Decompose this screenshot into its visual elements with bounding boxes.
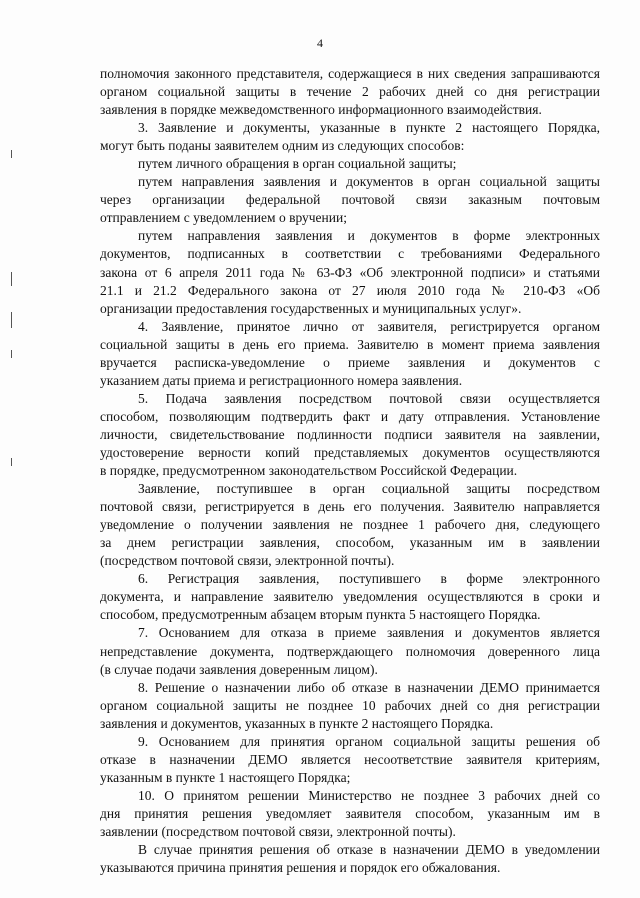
text-line: заявления и документов, указанных в пункте 2 настоящего Порядка. — [100, 715, 494, 731]
text-line: органом социальной защиты в течение 2 рабочих дней со дня регистрации — [100, 84, 600, 100]
text-line: дня принятия решения уведомляет заявителя способом, указанным им в — [100, 805, 600, 821]
margin-mark — [11, 272, 12, 286]
text-line: В случае принятия решения об отказе в назначении ДЕМО в уведомлении — [138, 842, 600, 858]
margin-mark — [11, 312, 12, 328]
text-line: 5. Подача заявления посредством почтовой связи осуществляется — [138, 390, 600, 406]
text-line: способом, позволяющим подтвердить факт и дату отправления. Установление — [100, 408, 600, 424]
text-line: удостоверение верности копий представляемых документов осуществляются — [100, 444, 600, 460]
text-line: 8. Решение о назначении либо об отказе в назначении ДЕМО принимается — [138, 679, 600, 695]
text-line: могут быть поданы заявителем одним из следующих способов: — [100, 138, 465, 154]
margin-mark — [11, 458, 12, 466]
text-line: 6. Регистрация заявления, поступившего в форме электронного — [138, 571, 600, 587]
text-line: указанным в пункте 1 настоящего Порядка; — [100, 769, 351, 785]
text-line: (в случае подачи заявления доверенным лицом). — [100, 661, 378, 677]
text-line: непредставление документа, подтверждающего полномочия доверенного лица — [100, 643, 600, 659]
text-line: заявлении (посредством почтовой связи, электронной почты). — [100, 823, 456, 839]
text-line: путем направления заявления и документов в форме электронных — [138, 228, 600, 244]
text-line: указываются причина принятия решения и порядок его обжалования. — [100, 860, 501, 876]
text-line: органом социальной защиты не позднее 10 рабочих дней со дня регистрации — [100, 697, 600, 713]
document-body — [100, 65, 600, 877]
text-line: организации предоставления государственных и муниципальных услуг». — [100, 300, 522, 316]
text-line: Заявление, поступившее в орган социальной защиты посредством — [138, 481, 600, 497]
text-line: через организации федеральной почтовой связи заказным почтовым — [100, 192, 600, 208]
margin-mark — [11, 350, 12, 358]
text-line: в порядке, предусмотренном законодательством Российской Федерации. — [100, 463, 518, 479]
text-line: отказе в назначении ДЕМО является несоответствие заявителя критериям, — [100, 751, 600, 767]
text-line: указанием даты приема и регистрационного номера заявления. — [100, 372, 463, 388]
text-line: социальной защиты в день его приема. Заявителю в момент приема заявления — [100, 336, 600, 352]
text-line: отправлением с уведомлением о вручении; — [100, 210, 347, 226]
page-number: 4 — [317, 36, 323, 50]
text-line: 7. Основанием для отказа в приеме заявления и документов является — [138, 625, 600, 641]
text-line: 9. Основанием для принятия органом социальной защиты решения об — [138, 733, 600, 749]
text-line: закона от 6 апреля 2011 года № 63-ФЗ «Об электронной подписи» и статьями — [100, 264, 600, 280]
text-line: уведомление о получении заявления не позднее 1 рабочего дня, следующего — [100, 517, 600, 533]
text-line: (посредством почтовой связи, электронной почты). — [100, 553, 395, 569]
text-line: документа, и направление заявителю уведомления осуществляются в сроки и — [100, 589, 600, 605]
text-line: путем личного обращения в орган социальной защиты; — [138, 156, 457, 172]
text-line: 10. О принятом решении Министерство не позднее 3 рабочих дней со — [138, 787, 600, 803]
text-line: вручается расписка-уведомление о приеме заявления и документов с — [100, 354, 600, 370]
text-line: 21.1 и 21.2 Федерального закона от 27 июля 2010 года № 210-ФЗ «Об — [100, 282, 600, 298]
text-line: полномочия законного представителя, содержащиеся в них сведения запрашиваются — [100, 66, 600, 81]
text-line: почтовой связи, регистрируется в день его получения. Заявителю направляется — [100, 499, 600, 515]
text-line: способом, предусмотренным абзацем вторым пункта 5 настоящего Порядка. — [100, 607, 541, 623]
text-line: документов, подписанных в соответствии с требованиями Федерального — [100, 246, 600, 262]
text-line: путем направления заявления и документов в орган социальной защиты — [138, 174, 600, 190]
text-line: заявления в порядке межведомственного информационного взаимодействия. — [100, 102, 542, 118]
text-line: 4. Заявление, принятое лично от заявителя, регистрируется органом — [138, 318, 600, 334]
text-line: за днем регистрации заявления, способом, указанным им в заявлении — [100, 535, 600, 551]
text-line: 3. Заявление и документы, указанные в пункте 2 настоящего Порядка, — [138, 120, 600, 136]
text-line: личности, свидетельствование подлинности подписи заявителя на заявлении, — [100, 426, 600, 442]
margin-mark — [11, 150, 12, 158]
